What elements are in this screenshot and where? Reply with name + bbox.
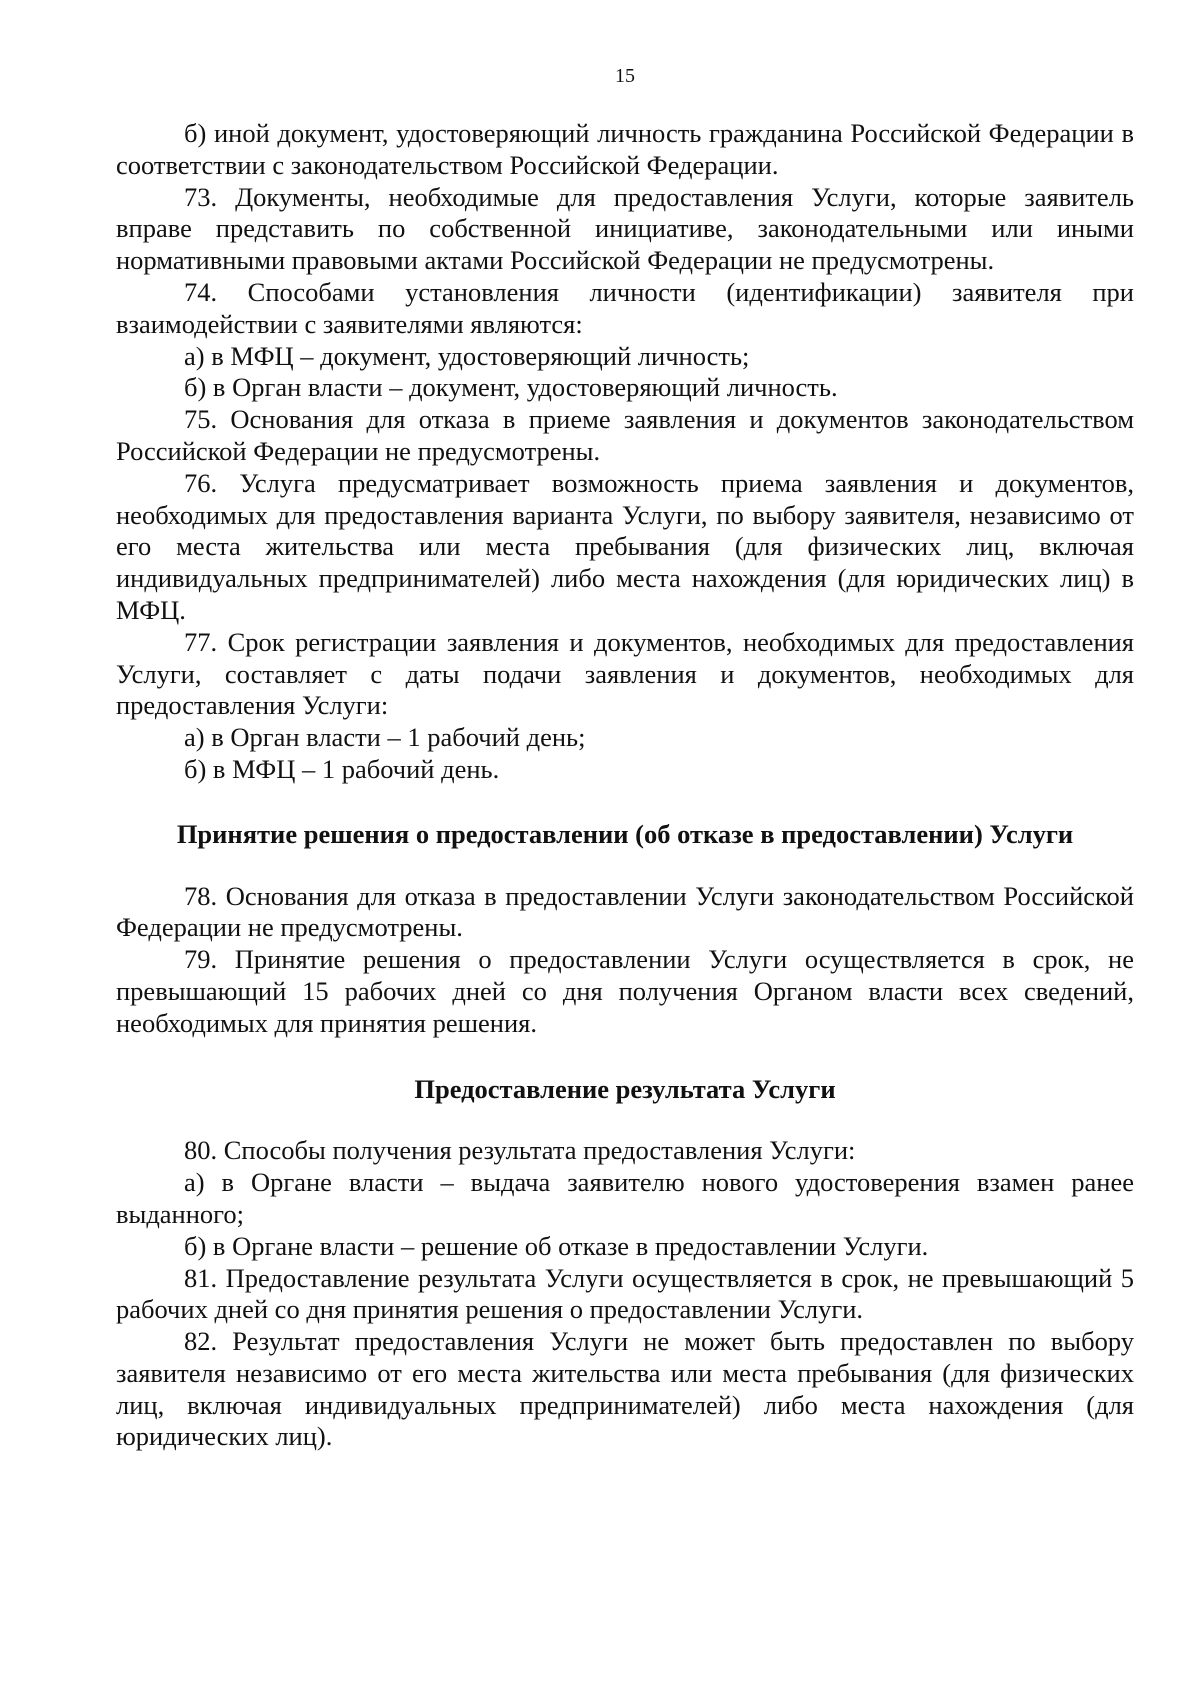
- paragraph-80-b: б) в Органе власти – решение об отказе в предоставлении Услуги.: [184, 1230, 929, 1261]
- paragraph-77: 77. Срок регистрации заявления и документов, необходимых для предоставления Услуги, составляет с даты подачи заявления и документов, необходимых для предоставления Услуги:: [116, 626, 1134, 721]
- section-heading-decision: Принятие решения о предоставлении (об отказе в предоставлении) Услуги: [176, 818, 1074, 849]
- paragraph-80: 80. Способы получения результата предоставления Услуги:: [184, 1135, 856, 1166]
- paragraph-75: 75. Основания для отказа в приеме заявления и документов законодательством Российской Федерации не предусмотрены.: [116, 404, 1134, 466]
- paragraph-80-a: а) в Органе власти – выдача заявителю нового удостоверения взамен ранее выданного;: [116, 1167, 1134, 1229]
- paragraph-74-b: б) в Орган власти – документ, удостоверяющий личность.: [184, 372, 838, 403]
- paragraph-76: 76. Услуга предусматривает возможность приема заявления и документов, необходимых для предоставления варианта Услуги, по выбору заявителя, независимо от его места жительства или места пребывания (для физических лиц, включая индивидуальных предпринимателей) либо места нахождения (для юридических лиц) в МФЦ.: [116, 467, 1134, 625]
- document-body: [116, 118, 1134, 1453]
- paragraph-78: 78. Основания для отказа в предоставлении Услуги законодательством Российской Федерации не предусмотрены.: [116, 880, 1134, 943]
- paragraph-74-a: а) в МФЦ – документ, удостоверяющий личность;: [184, 340, 750, 371]
- paragraph-74: 74. Способами установления личности (идентификации) заявителя при взаимодействии с заявителями являются:: [116, 276, 1134, 339]
- paragraph-77-a: а) в Орган власти – 1 рабочий день;: [184, 722, 586, 753]
- page-number: 15: [615, 65, 635, 87]
- paragraph-79: 79. Принятие решения о предоставлении Услуги осуществляется в срок, не превышающий 15 рабочих дней со дня получения Органом власти всех сведений, необходимых для принятия решения.: [116, 944, 1134, 1038]
- paragraph-73: 73. Документы, необходимые для предоставления Услуги, которые заявитель вправе представить по собственной инициативе, законодательными или иными нормативными правовыми актами Российской Федерации не предусмотрены.: [116, 181, 1134, 276]
- paragraph-81: 81. Предоставление результата Услуги осуществляется в срок, не превышающий 5 рабочих дней со дня принятия решения о предоставлении Услуги.: [116, 1262, 1134, 1325]
- paragraph-id-document-other: б) иной документ, удостоверяющий личность гражданина Российской Федерации в соответствии с законодательством Российской Федерации.: [116, 118, 1134, 180]
- paragraph-82: 82. Результат предоставления Услуги не может быть предоставлен по выбору заявителя независимо от его места жительства или места пребывания (для физических лиц, включая индивидуальных предпринимателей) либо места нахождения (для юридических лиц).: [116, 1326, 1134, 1452]
- section-heading-result: Предоставление результата Услуги: [414, 1073, 836, 1104]
- paragraph-77-b: б) в МФЦ – 1 рабочий день.: [184, 753, 500, 784]
